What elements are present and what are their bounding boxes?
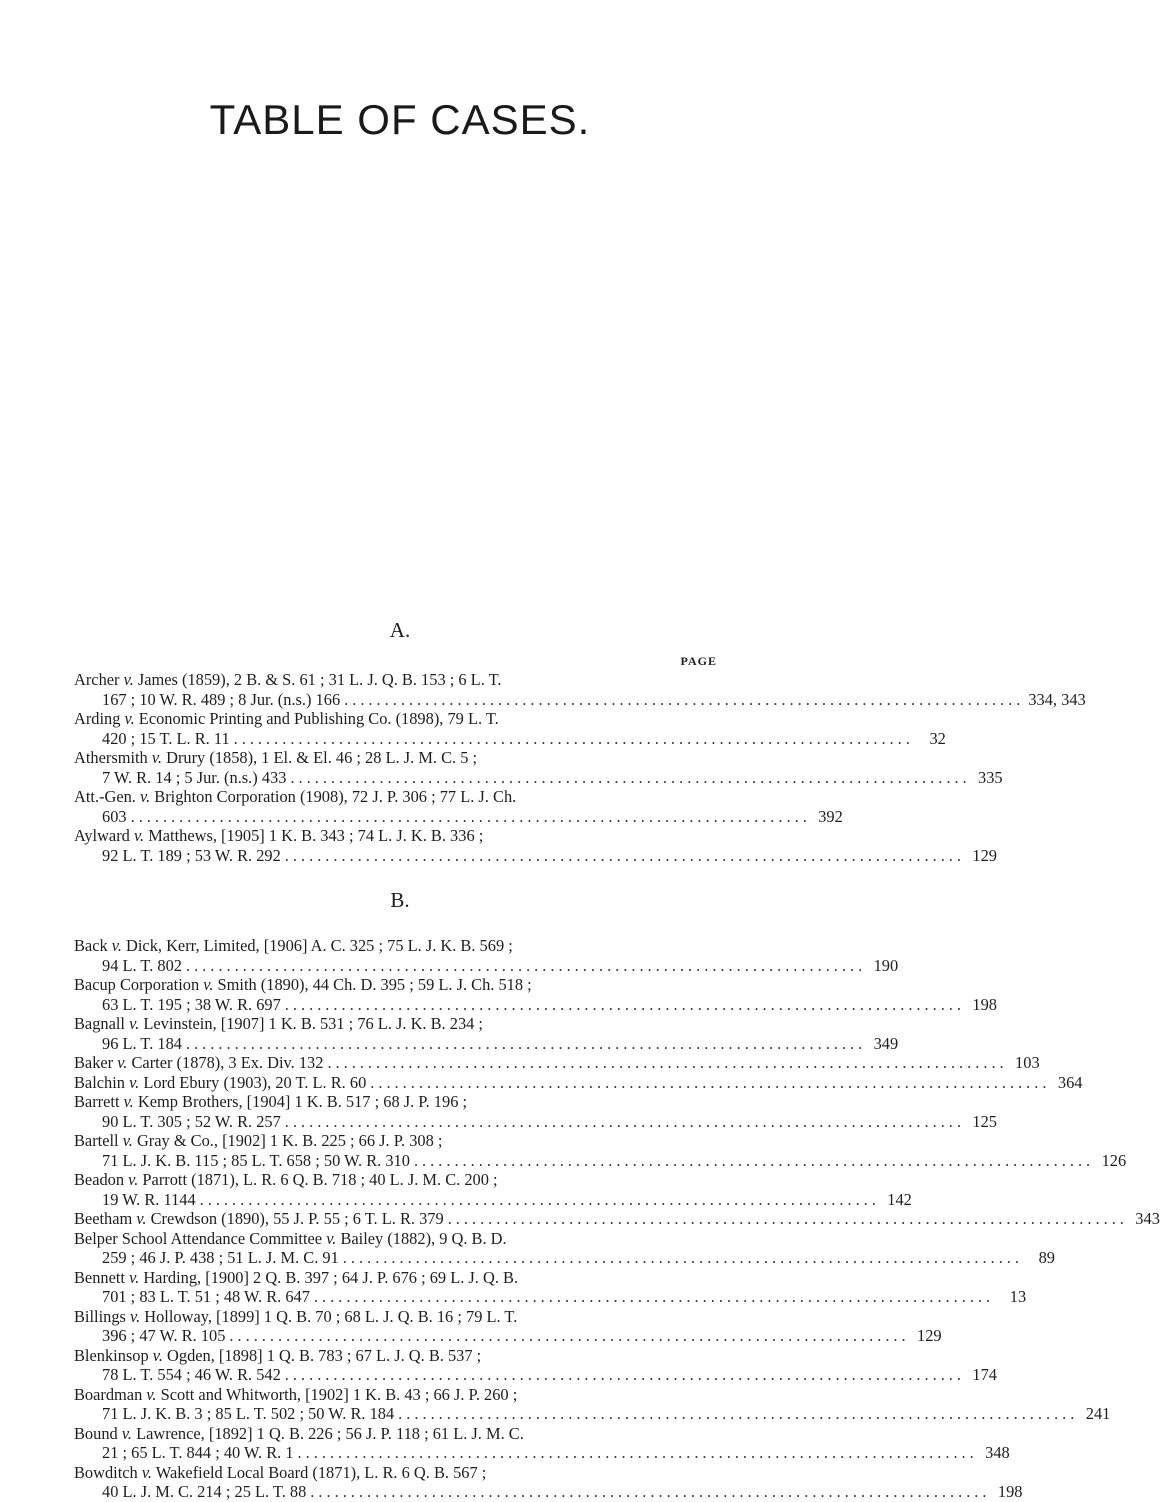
page-number: 349	[873, 1033, 899, 1053]
page-number: 174	[972, 1365, 997, 1384]
case-citation-line	[74, 787, 724, 807]
citation-text: Bennett v. Harding, [1900] 2 Q. B. 397 ; 64 J. P. 676 ; 69 L. J. Q. B.	[74, 1267, 519, 1287]
case-citation-line	[74, 975, 724, 995]
section-b-entries	[74, 936, 1160, 1502]
case-citation-line	[74, 845, 997, 866]
case-citation-line	[74, 1346, 724, 1366]
page-number: 198	[997, 1482, 1023, 1501]
citation-text: 96 L. T. 184	[102, 1033, 182, 1053]
citation-text: 396 ; 47 W. R. 105	[102, 1326, 226, 1345]
case-entry	[74, 1209, 1160, 1229]
case-citation-line	[74, 728, 946, 749]
case-entry	[74, 1092, 997, 1131]
citation-text: 63 L. T. 195 ; 38 W. R. 697	[102, 994, 281, 1014]
page-number: 190	[873, 955, 899, 975]
page-number: 364	[1057, 1072, 1083, 1092]
citation-text: Bacup Corporation v. Smith (1890), 44 Ch. D. 395 ; 59 L. J. Ch. 518 ;	[74, 975, 532, 994]
citation-text: 420 ; 15 T. L. R. 11	[102, 728, 230, 748]
page-number: 334, 343	[1028, 689, 1086, 709]
case-citation-line	[74, 1053, 1040, 1073]
case-citation-line	[74, 1170, 724, 1190]
case-citation-line	[74, 1307, 724, 1327]
dot-leader: ....................................................................................	[185, 955, 867, 975]
citation-text: Balchin v. Lord Ebury (1903), 20 T. L. R. 60	[74, 1072, 367, 1092]
citation-text: Back v. Dick, Kerr, Limited, [1906] A. C. 325 ; 75 L. J. K. B. 569 ;	[74, 936, 513, 955]
case-citation-line	[74, 1189, 912, 1210]
citation-text: Bowditch v. Wakefield Local Board (1871), L. R. 6 Q. B. 567 ;	[74, 1462, 487, 1482]
section-letter-b: B.	[390, 888, 410, 912]
dot-leader: ....................................................................................	[342, 1248, 1023, 1267]
page-number: 343	[1135, 1209, 1160, 1228]
case-citation-line	[74, 1404, 1111, 1424]
case-citation-line	[74, 1131, 724, 1151]
case-entry	[74, 1306, 942, 1346]
case-entry	[74, 1053, 1040, 1073]
dot-leader: ....................................................................................	[327, 1053, 1008, 1072]
case-citation-line	[74, 826, 724, 846]
citation-text: 603	[102, 806, 127, 826]
dot-leader: ....................................................................................	[229, 1326, 910, 1345]
case-citation-line	[74, 1150, 1127, 1171]
citation-text: Blenkinsop v. Ogden, [1898] 1 Q. B. 783 ; 67 L. J. Q. B. 537 ;	[74, 1345, 482, 1365]
case-entry	[74, 1462, 1023, 1502]
citation-text: Athersmith v. Drury (1858), 1 El. & El. 46 ; 28 L. J. M. C. 5 ;	[74, 748, 478, 767]
citation-text: Bound v. Lawrence, [1892] 1 Q. B. 226 ; 56 J. P. 118 ; 61 L. J. M. C.	[74, 1423, 524, 1443]
dot-leader: ....................................................................................	[290, 767, 971, 787]
page-number: 129	[972, 845, 997, 865]
case-citation-line	[74, 1092, 724, 1112]
case-citation-line	[74, 1287, 1027, 1307]
case-citation-line	[74, 1209, 1160, 1229]
dot-leader: ....................................................................................	[199, 1189, 880, 1209]
case-entry	[74, 1345, 997, 1385]
case-entry	[74, 709, 946, 748]
page-number: 89	[1038, 1248, 1055, 1267]
page-number: 125	[972, 1111, 997, 1131]
case-citation-line	[74, 1033, 899, 1054]
dot-leader: ....................................................................................	[398, 1404, 1079, 1423]
case-entry	[74, 936, 899, 975]
citation-text: 21 ; 65 L. T. 844 ; 40 W. R. 1	[102, 1443, 294, 1462]
citation-text: 94 L. T. 802	[102, 955, 182, 975]
citation-text: Barrett v. Kemp Brothers, [1904] 1 K. B. 517 ; 68 J. P. 196 ;	[74, 1092, 468, 1111]
page-number: 103	[1015, 1053, 1040, 1072]
page-number: 335	[978, 767, 1003, 787]
citation-text: 259 ; 46 J. P. 438 ; 51 L. J. M. C. 91	[102, 1248, 339, 1267]
section-letter-a: A.	[389, 618, 411, 642]
case-citation-line	[74, 1424, 724, 1444]
page-number: 126	[1101, 1150, 1127, 1170]
case-citation-line	[74, 1111, 997, 1132]
case-citation-line	[74, 1268, 724, 1288]
dot-leader: ....................................................................................	[370, 1072, 1051, 1092]
dot-leader: ....................................................................................	[413, 1150, 1095, 1170]
dot-leader: ....................................................................................	[130, 806, 811, 826]
case-entry	[74, 1131, 1127, 1170]
page-column-header: PAGE	[680, 654, 717, 668]
citation-text: Arding v. Economic Printing and Publishing Co. (1898), 79 L. T.	[74, 709, 499, 728]
citation-text: Boardman v. Scott and Whitworth, [1902] 1 K. B. 43 ; 66 J. P. 260 ;	[74, 1384, 518, 1404]
citation-text: 92 L. T. 189 ; 53 W. R. 292	[102, 845, 281, 865]
citation-text: 40 L. J. M. C. 214 ; 25 L. T. 88	[102, 1482, 307, 1501]
case-entry	[74, 1072, 1083, 1093]
case-entry	[74, 1423, 1010, 1463]
page-number: 348	[985, 1443, 1010, 1462]
page-number: 241	[1085, 1404, 1111, 1423]
citation-text: 78 L. T. 554 ; 46 W. R. 542	[102, 1365, 281, 1384]
dot-leader: ....................................................................................	[297, 1443, 978, 1462]
case-entry	[74, 1014, 899, 1053]
case-citation-line	[74, 1072, 1083, 1093]
case-citation-line	[74, 1443, 1010, 1463]
citation-text: Beadon v. Parrott (1871), L. R. 6 Q. B. 718 ; 40 L. J. M. C. 200 ;	[74, 1170, 498, 1189]
case-citation-line	[74, 670, 724, 690]
case-citation-line	[74, 1014, 724, 1034]
section-a-entries	[74, 670, 1086, 865]
citation-text: 167 ; 10 W. R. 489 ; 8 Jur. (n.s.) 166	[102, 689, 341, 709]
case-citation-line	[74, 767, 1003, 788]
case-entry	[74, 1267, 1027, 1307]
case-citation-line	[74, 1326, 942, 1346]
citation-text: Billings v. Holloway, [1899] 1 Q. B. 70 ; 68 L. J. Q. B. 16 ; 79 L. T.	[74, 1306, 518, 1326]
page-number: 13	[1009, 1287, 1027, 1306]
dot-leader: ....................................................................................	[233, 728, 914, 748]
case-entry	[74, 748, 1003, 787]
dot-leader: ....................................................................................	[284, 845, 965, 865]
case-entry	[74, 826, 997, 865]
case-entry	[74, 787, 843, 826]
dot-leader: ....................................................................................	[313, 1287, 995, 1306]
case-citation-line	[74, 1229, 724, 1249]
page-number: 32	[929, 728, 946, 748]
case-citation-line	[74, 709, 724, 729]
case-entry	[74, 1228, 1055, 1268]
page-number: 198	[972, 994, 997, 1014]
dot-leader: ....................................................................................	[284, 1111, 965, 1131]
citation-text: 90 L. T. 305 ; 52 W. R. 257	[102, 1111, 281, 1131]
dot-leader: ....................................................................................	[284, 1365, 965, 1384]
page-title: TABLE OF CASES.	[209, 96, 591, 143]
case-entry	[74, 670, 1086, 709]
citation-text: 19 W. R. 1144	[102, 1189, 196, 1209]
case-citation-line	[74, 806, 843, 827]
case-citation-line	[74, 689, 1086, 710]
case-citation-line	[74, 955, 899, 976]
case-citation-line	[74, 748, 724, 768]
dot-leader: ....................................................................................	[310, 1482, 991, 1501]
citation-text: Belper School Attendance Committee v. Bailey (1882), 9 Q. B. D.	[74, 1228, 507, 1248]
case-citation-line	[74, 936, 724, 956]
case-citation-line	[74, 994, 997, 1015]
citation-text: Baker v. Carter (1878), 3 Ex. Div. 132	[74, 1053, 324, 1072]
dot-leader: ....................................................................................	[447, 1209, 1128, 1228]
case-citation-line	[74, 1365, 997, 1385]
page-number: 129	[917, 1326, 942, 1345]
dot-leader: ....................................................................................	[185, 1033, 867, 1053]
citation-text: 71 L. J. K. B. 3 ; 85 L. T. 502 ; 50 W. R. 184	[102, 1404, 395, 1423]
citation-text: 701 ; 83 L. T. 51 ; 48 W. R. 647	[102, 1287, 310, 1306]
page-number: 392	[818, 806, 843, 826]
citation-text: Archer v. James (1859), 2 B. & S. 61 ; 31 L. J. Q. B. 153 ; 6 L. T.	[74, 670, 502, 689]
case-entry	[74, 1170, 912, 1209]
citation-text: 71 L. J. K. B. 115 ; 85 L. T. 658 ; 50 W. R. 310	[102, 1150, 410, 1170]
case-citation-line	[74, 1482, 1023, 1502]
case-citation-line	[74, 1248, 1055, 1268]
citation-text: Bartell v. Gray & Co., [1902] 1 K. B. 225 ; 66 J. P. 308 ;	[74, 1131, 443, 1150]
page-number: 142	[887, 1189, 912, 1209]
citation-text: Bagnall v. Levinstein, [1907] 1 K. B. 531 ; 76 L. J. K. B. 234 ;	[74, 1014, 483, 1033]
citation-text: Beetham v. Crewdson (1890), 55 J. P. 55 ; 6 T. L. R. 379	[74, 1209, 444, 1228]
case-citation-line	[74, 1463, 724, 1483]
case-entry	[74, 1384, 1111, 1424]
citation-text: 7 W. R. 14 ; 5 Jur. (n.s.) 433	[102, 767, 287, 787]
citation-text: Aylward v. Matthews, [1905] 1 K. B. 343 ; 74 L. J. K. B. 336 ;	[74, 826, 484, 845]
citation-text: Att.-Gen. v. Brighton Corporation (1908), 72 J. P. 306 ; 77 L. J. Ch.	[74, 787, 517, 806]
dot-leader: ....................................................................................	[344, 689, 1025, 709]
case-citation-line	[74, 1385, 724, 1405]
case-entry	[74, 975, 997, 1014]
dot-leader: ....................................................................................	[284, 994, 965, 1014]
